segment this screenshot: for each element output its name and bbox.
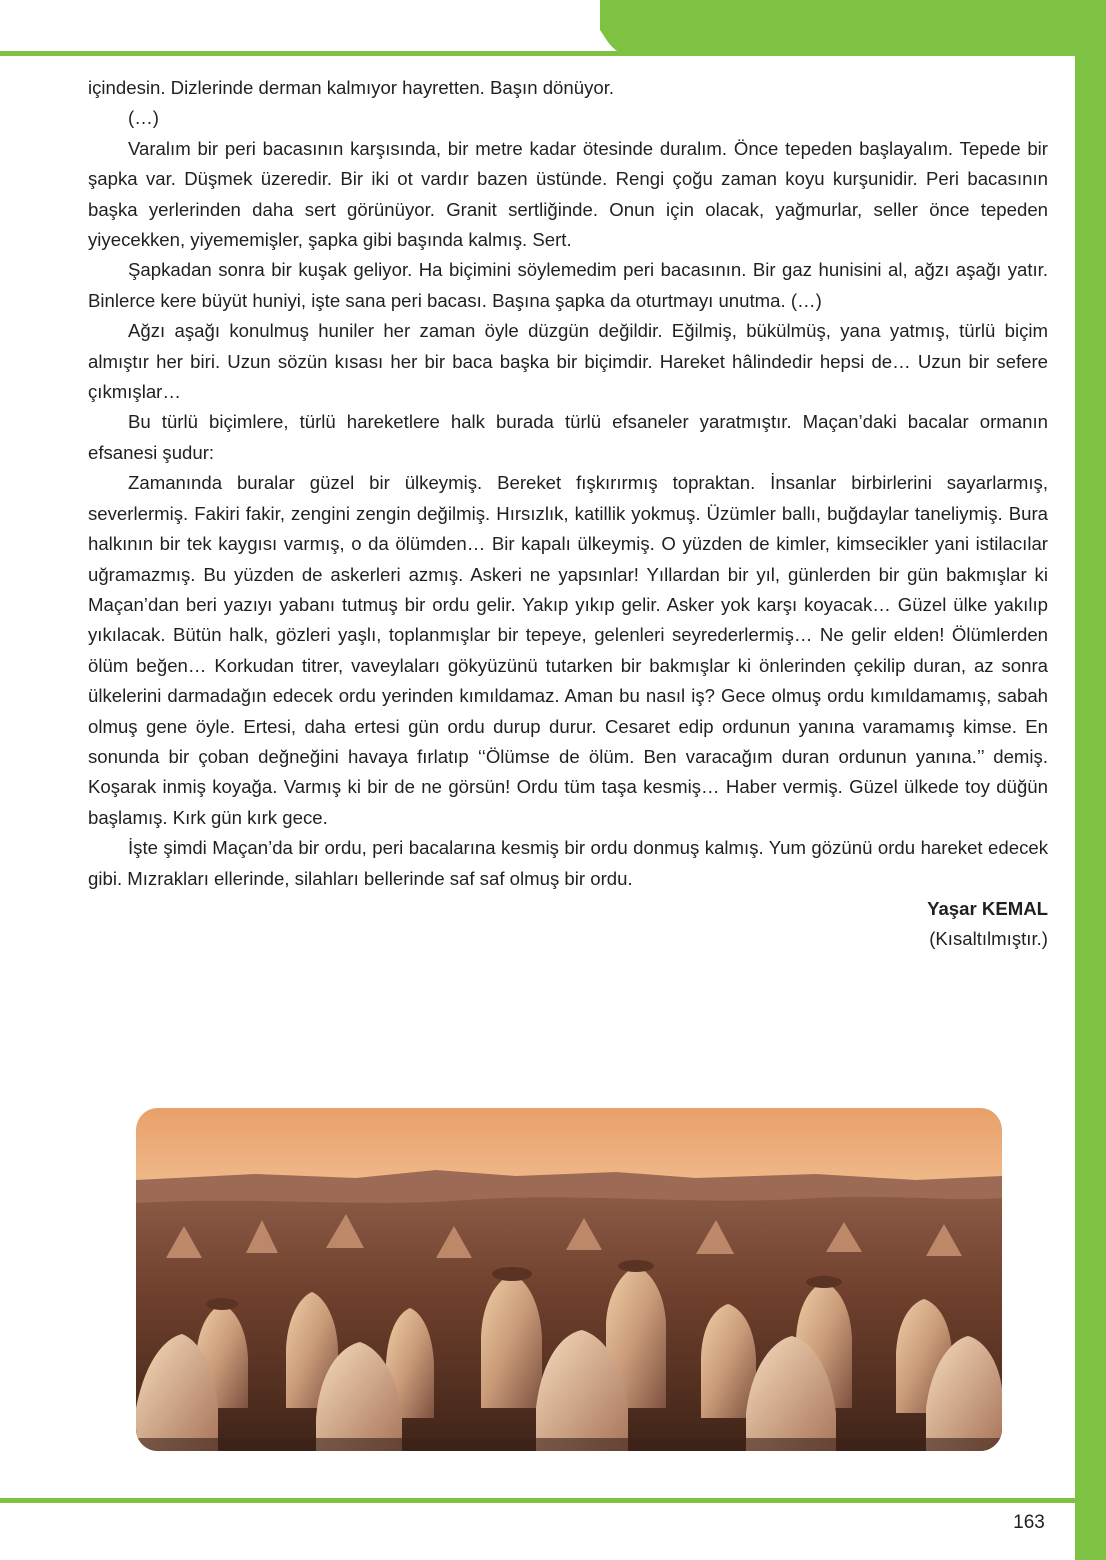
paragraph: (…): [128, 107, 159, 129]
footer-rule: [0, 1498, 1076, 1503]
paragraph: Zamanında buralar güzel bir ülkeymiş. Bereket fışkırırmış topraktan. İnsanlar birbirlerini sayarlarmış, severlermiş. Fakiri fakir, zengini zengin değilmiş. Hırsızlık, katillik yokmuş. Üzümler ballı, buğdaylar taneliymiş. Bura halkının bir tek kaygısı varmış, o da ölümden… Bir kapalı ülkeymiş. O yüzden de kimler, kimsecikler yani istilacılar uğramazmış. Bu yüzden de askerleri azmış. Askeri ne yapsınlar! Yıllardan bir yıl, günlerden bir gün bakmışlar ki Maçan’dan beri yazıyı yabanı tutmuş bir ordu gelir. Yakıp yıkıp gelir. Asker yok karşı koyacak… Güzel ülke yakılıp yıkılacak. Bütün halk, gözleri yaşlı, toplanmışlar bir tepeye, gelenleri seyrederlermiş… Ne gelir elden! Ölümlerden ölüm beğen… Korkudan titrer, vaveylaları gökyüzünü tutarken bir bakmışlar ki önlerinden çekilip duran, az sonra ülkelerini darmadağın edecek ordu yerinden kımıldamaz. Aman bu nasıl iş? Gece olmuş ordu kımıldamamış, sabah olmuş gene öyle. Ertesi, daha ertesi gün ordu durup durur. Cesaret edip ordunun yanına varamamış kimse. En sonunda bir çoban değneğini havaya fırlatıp ‘‘Ölümse de ölüm. Ben varacağım duran ordunun yanına.’’ demiş. Koşarak inmiş koyağa. Varmış ki bir de ne görsün! Ordu tüm taşa kesmiş… Haber vermiş. Güzel ülkede toy düğün başlamış. Kırk gün kırk gece.: [88, 472, 1048, 828]
header-tab: [600, 0, 1106, 56]
paragraph: içindesin. Dizlerinde derman kalmıyor hayretten. Başın dönüyor.: [88, 77, 615, 98]
paragraph: Bu türlü biçimlere, türlü hareketlere halk burada türlü efsaneler yaratmıştır. Maçan’daki bacalar ormanın efsanesi şudur:: [88, 411, 1048, 463]
paragraph: Şapkadan sonra bir kuşak geliyor. Ha biçimini söylemedim peri bacasının. Bir gaz hunisini al, ağzı aşağı yatır. Binlerce kere büyüt huniyi, işte sana peri bacası. Başına şapka da oturtmayı unutma. (…): [88, 259, 1048, 311]
paragraph: İşte şimdi Maçan’da bir ordu, peri bacalarına kesmiş bir ordu donmuş kalmış. Yum gözünü ordu hareket edecek gibi. Mızrakları ellerinde, silahları bellerinde saf saf olmuş bir ordu.: [88, 837, 1048, 889]
article-body: [88, 73, 1048, 955]
author-name: Yaşar KEMAL: [927, 897, 1048, 919]
paragraph: Varalım bir peri bacasının karşısında, bir metre kadar ötesinde duralım. Önce tepeden başlayalım. Tepede bir şapka var. Düşmek üzeredir. Bir iki ot vardır bazen üstünde. Rengi çoğu zaman koyu kurşunidir. Peri bacasının başka yerlerinden daha sert görünüyor. Granit sertliğinde. Onun için olacak, yağmurlar, seller önce tepeden yiyecekken, yiyememişler, şapka gibi başında kalmış. Sert.: [88, 137, 1048, 251]
abridged-note: (Kısaltılmıştır.): [929, 928, 1048, 950]
paragraph: Ağzı aşağı konulmuş huniler her zaman öyle düzgün değildir. Eğilmiş, bükülmüş, yana yatmış, türlü biçim almıştır her biri. Uzun sözün kısası her bir baca başka bir biçimdir. Hareket hâlindedir hepsi de… Uzun bir sefere çıkmışlar…: [88, 320, 1048, 403]
page-number: 163: [996, 1509, 1062, 1536]
side-bar: [1075, 0, 1106, 1560]
cappadocia-landscape-photo: [136, 1108, 1002, 1451]
